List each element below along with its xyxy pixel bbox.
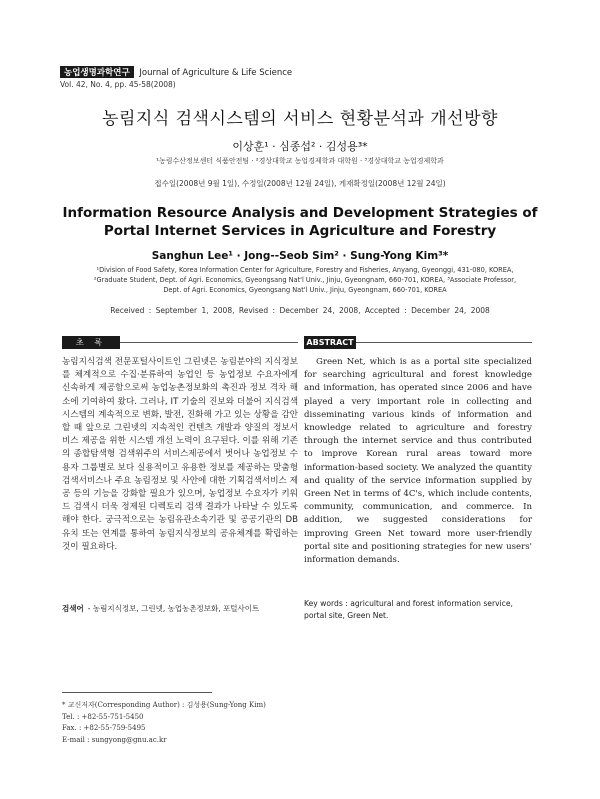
footnote-email: E-mail : sungyong@gnu.ac.kr (62, 735, 167, 744)
korean-dates: 접수일(2008년 9월 1일), 수정일(2008년 12월 24일), 게재확정일(2008년 12월 24일) (154, 179, 446, 188)
english-dates: Received : September 1, 2008, Revised : December 24, 2008, Accepted : December 24, 2008 (110, 306, 490, 315)
journal-volume: Vol. 42, No. 4, pp. 45-58(2008) (60, 80, 176, 89)
journal-badge: 농업생명과학연구 (60, 66, 134, 78)
english-abstract: Green Net, which is as a portal site specialized for searching agricultural and forest knowledge and information, has operated since 2006 and have played a very important role in collecting and disseminating various kinds of information and knowledge related to agriculture and forestry through the internet service and thus contributed to improve Korean rural areas toward more information-based society. We analyzed the quantity and quality of the service information supplied by Green Net in terms of 4C's, which include contents, community, communication, and commerce. In addition, we suggested considerations for improving Green Net toward more user-friendly portal site and positioning strategies for new users' information demands. (304, 357, 532, 566)
english-authors: Sanghun Lee¹ · Jong--Seob Sim² · Sung-Yong Kim³* (151, 250, 449, 262)
affiliation-line: ²Graduate Student, Dept. of Agri. Economics, Gyeongsang Nat'l Univ., Jinju, Gyeongnam, 660-701, KOREA, ³Associate Professor, (93, 276, 517, 284)
english-abstract-label: ABSTRACT (304, 336, 356, 349)
english-keywords: Key words : agricultural and forest information service, portal site, Green Net. (304, 599, 513, 620)
english-title: Information Resource Analysis and Development Strategies of Portal Internet Services in Agriculture and Forestry (62, 205, 538, 239)
korean-abstract-rule (120, 342, 298, 343)
korean-keywords-text: - 농림지식정보, 그린넷, 농업농촌정보화, 포털사이트 (87, 604, 260, 613)
korean-abstract-label: 초 록 (62, 336, 120, 349)
journal-name: Journal of Agriculture & Life Science (139, 68, 293, 78)
footnote-tel: Tel. : +82-55-751-5450 (62, 712, 144, 721)
korean-title: 농림지식 검색시스템의 서비스 현황분석과 개선방향 (102, 109, 498, 129)
affiliation-line: ¹Division of Food Safety, Korea Information Center for Agriculture, Forestry and Fisheries, Anyang, Gyeonggi, 431-080, KOREA, (96, 266, 514, 274)
english-abstract-rule (356, 342, 532, 343)
journal-header (60, 66, 292, 78)
footnote-fax: Fax. : +82-55-759-5495 (62, 724, 146, 732)
footnote (62, 700, 266, 746)
korean-keywords (62, 603, 302, 614)
footnote-divider (62, 692, 212, 693)
korean-affiliations: ¹농림수산정보센터 식품안전팀 · ²경상대학교 농업경제학과 대학원 · ³경상대학교 농업경제학과 (156, 157, 444, 165)
korean-abstract: 농림지식검색 전문포털사이트인 그린넷은 농림분야의 지식정보를 체계적으로 수집·분류하여 농업인 등 농업정보 수요자에게 신속하게 제공함으로써 농업농촌정보화의 촉진과 정보 격차 해소에 기여하여 왔다. 그러나, IT 기술의 진보와 더불어 지식검색시스템의 계속적으로 변화, 발전, 진화해 가고 있는 상황을 감안할 때 앞으로 그린넷의 지속적인 컨텐츠 개발과 양질의 정보서비스 제공을 위한 시스템 개선 노력이 요구된다. 이를 위해 기존의 종합탐색형 검색위주의 서비스제공에서 벗어나 농업정보 수용자 그룹별로 보다 실용적이고 유용한 정보를 제공하는 맞춤형 검색서비스나 주요 농림정보 및 사안에 대한 기획검색서비스 제공 등의 기능을 강화할 필요가 있으며, 농업정보 수요자가 키워드 검색시 더욱 정제된 디렉토리 검색 결과가 나타날 수 있도록 해야 한다. 궁극적으로는 농림유관소속기관 및 공공기관의 DB 유치 또는 연계를 통하여 농림지식정보의 공유체계를 확립하는 것이 필요하다. (62, 357, 298, 552)
english-affiliations (60, 265, 550, 295)
footnote-corresponding: * 교신저자(Corresponding Author) : 김성용(Sung-Yong Kim) (62, 701, 266, 709)
affiliation-line: Dept. of Agri. Economics, Gyeongsang Nat'l Univ., Jinju, Gyeongnam, 660-701, KOREA (163, 286, 447, 294)
korean-keywords-label: 검색어 (62, 604, 84, 613)
korean-authors: 이상훈¹ · 심종섭² · 김성용³* (232, 140, 368, 153)
